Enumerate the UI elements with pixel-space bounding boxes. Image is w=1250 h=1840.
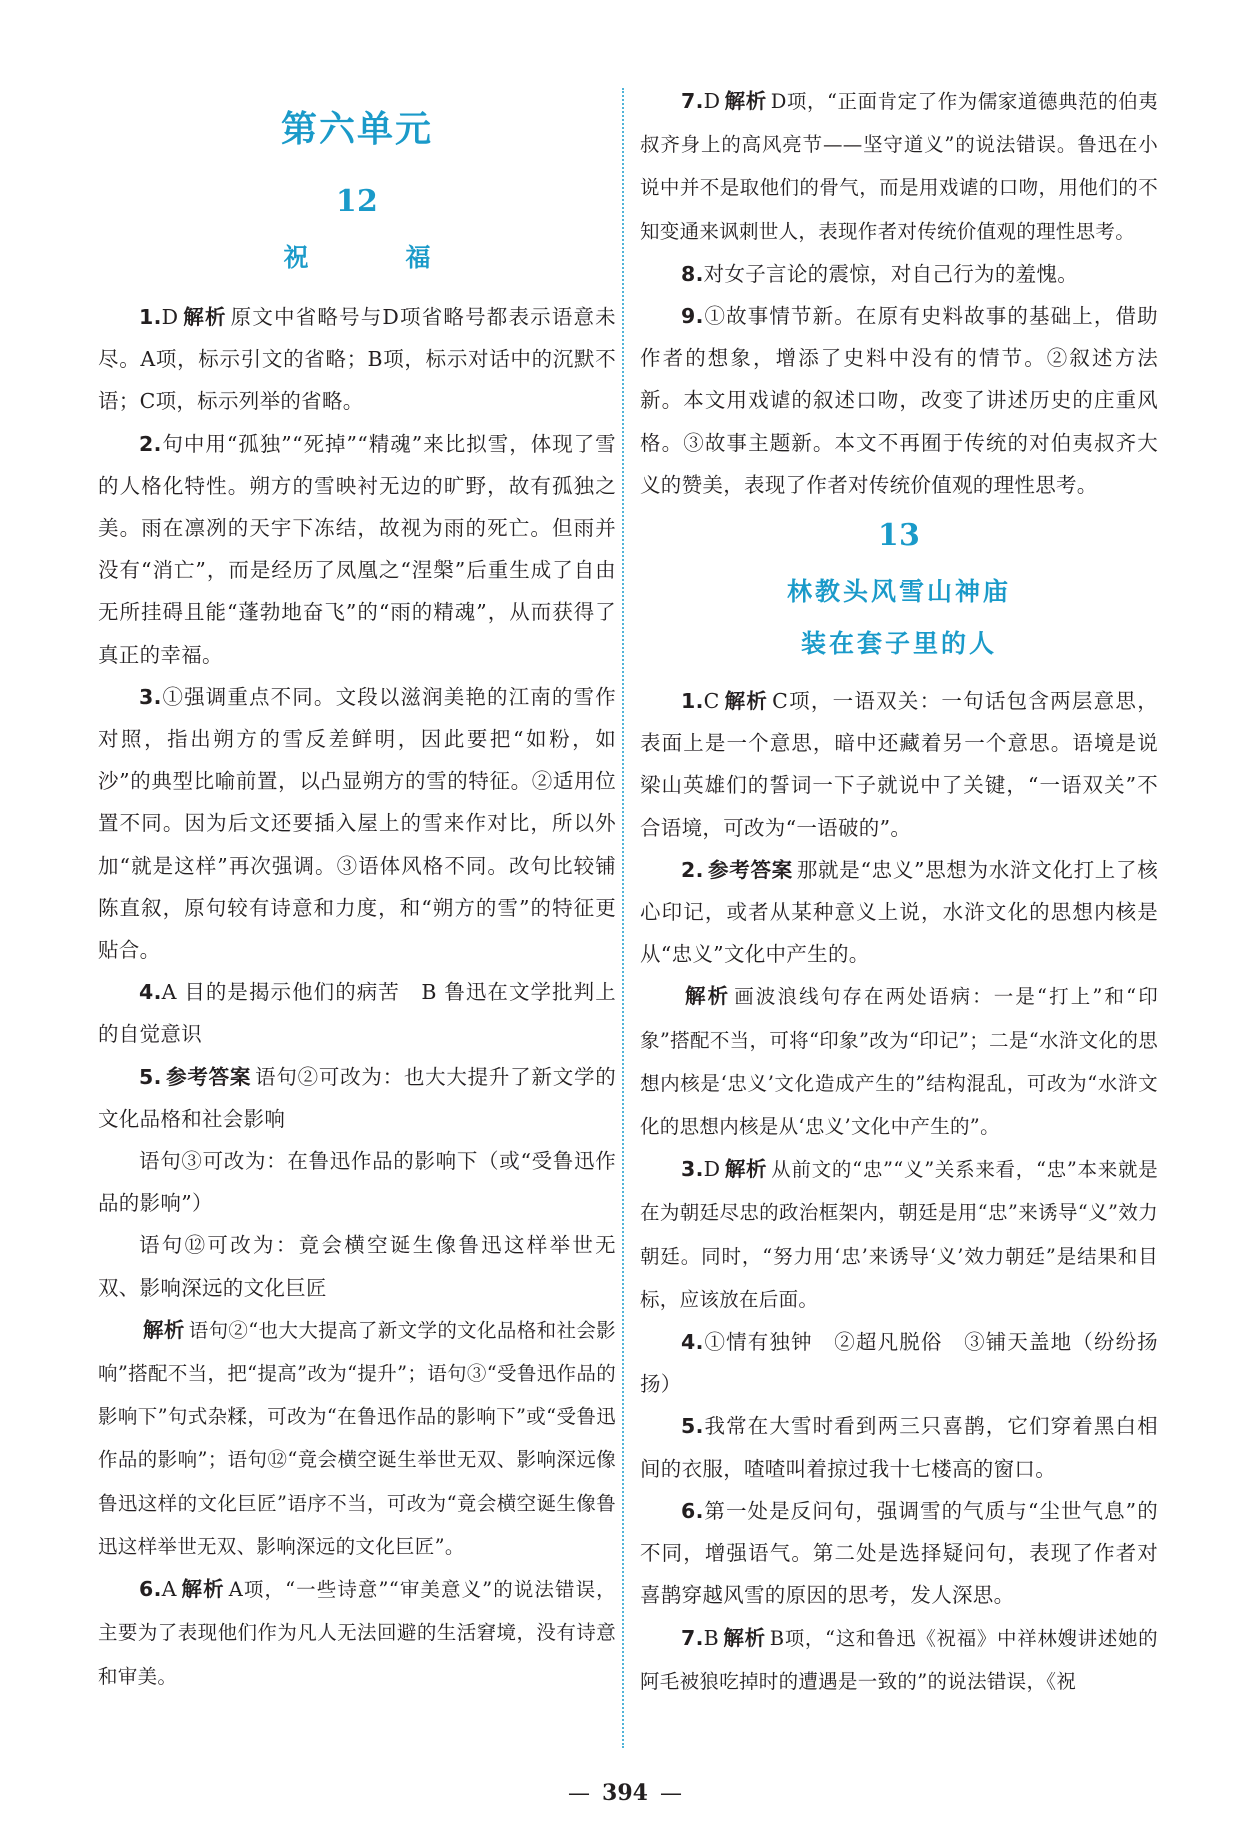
answer-item	[640, 1405, 1158, 1489]
answer-text: A 目的是揭示他们的病苦 B 鲁迅在文学批判上的自觉意识	[98, 980, 616, 1047]
answer-item	[640, 680, 1158, 849]
answer-item	[98, 1309, 616, 1568]
answer-number: 8.	[681, 261, 704, 286]
answer-text: 对女子言论的震惊，对自己行为的羞愧。	[703, 261, 1079, 286]
answer-number: 2.	[681, 857, 704, 882]
answer-text: 第一处是反问句，强调雪的气质与“尘世气息”的不同，增强语气。第二处是选择疑问句，表现了作者对喜鹊穿越风雪的原因的思考，发人深思。	[640, 1498, 1158, 1608]
answer-choice: A	[161, 1577, 177, 1602]
right-column	[640, 80, 1158, 1703]
lesson-12-number: 12	[335, 184, 379, 219]
answer-item	[640, 975, 1158, 1148]
answer-choice: D	[703, 1157, 721, 1182]
answer-tag: 解析	[723, 689, 769, 714]
unit-title: 第六单元	[280, 108, 433, 150]
answer-text: ①故事情节新。在原有史料故事的基础上，借助作者的想象，增添了史料中没有的情节。②叙述方法新。本文用戏谑的叙述口吻，改变了讲述历史的庄重风格。③故事主题新。本文不再囿于传统的对伯夷叔齐大义的赞美，表现了作者对传统价值观的理性思考。	[640, 304, 1158, 497]
answer-number: 2.	[139, 431, 162, 456]
answer-number: 5.	[681, 1414, 704, 1439]
answer-tag: 解析	[180, 1577, 225, 1602]
column-divider	[622, 88, 624, 1748]
answer-text: 语句②可改为：也大大提升了新文学的文化品格和社会影响	[98, 1064, 617, 1131]
answer-item	[640, 1148, 1158, 1321]
answer-text: 语句⑫可改为：竟会横空诞生像鲁迅这样举世无双、影响深远的文化巨匠	[98, 1233, 616, 1300]
answer-choice: D	[703, 89, 721, 113]
answer-choice: D	[161, 305, 179, 329]
answer-text: D项，“正面肯定了作为儒家道德典范的伯夷叔齐身上的高风亮节——坚守道义”的说法错误。鲁迅在小说中并不是取他们的骨气，而是用戏谑的口吻，用他们的不知变通来讽刺世人，表现作者对传统价值观的理性思考。	[640, 90, 1158, 243]
answer-item	[640, 1617, 1158, 1703]
answer-number: 3.	[139, 684, 162, 709]
page-number-value: 394	[602, 1780, 648, 1806]
dash-left: —	[568, 1781, 591, 1806]
page-number	[0, 1780, 1250, 1806]
answer-text: 语句②“也大大提高了新文学的文化品格和社会影响”搭配不当，把“提高”改为“提升”；语句③“受鲁迅作品的影响下”句式杂糅，可改为“在鲁迅作品的影响下”或“受鲁迅作品的影响”；语句⑫“竟会横空诞生举世无双、影响深远像鲁迅这样的文化巨匠”语序不当，可改为“竟会横空诞生像鲁迅这样举世无双、影响深远的文化巨匠”。	[98, 1318, 616, 1558]
answer-text: ①强调重点不同。文段以滋润美艳的江南的雪作对照，指出朔方的雪反差鲜明，因此要把“如粉，如沙”的典型比喻前置，以凸显朔方的雪的特征。②适用位置不同。因为后文还要插入屋上的雪来作对比，所以外加“就是这样”再次强调。③语体风格不同。改句比较铺陈直叙，原句较有诗意和力度，和“朔方的雪”的特征更贴合。	[98, 684, 616, 963]
dash-right: —	[659, 1781, 682, 1806]
answer-number: 1.	[681, 689, 704, 714]
answer-text: B项，“这和鲁迅《祝福》中祥林嫂讲述她的阿毛被狼吃掉时的遭遇是一致的”的说法错误，《祝	[640, 1626, 1158, 1693]
answer-choice: B	[703, 1625, 720, 1650]
lesson-13-title-1: 林教头风雪山神庙	[786, 577, 1011, 607]
answer-item	[640, 253, 1158, 295]
answer-text: 语句③可改为：在鲁迅作品的影响下（或“受鲁迅作品的影响”）	[98, 1149, 616, 1216]
answer-item	[98, 971, 616, 1055]
answer-text: A项，“一些诗意”“审美意义”的说法错误，主要为了表现他们作为凡人无法回避的生活窘境，没有诗意和审美。	[98, 1578, 616, 1688]
answer-item	[98, 296, 616, 423]
answer-item	[98, 1056, 616, 1140]
answer-tag: 解析	[724, 1157, 768, 1182]
answer-text: ①情有独钟 ②超凡脱俗 ③铺天盖地（纷纷扬扬）	[640, 1330, 1158, 1397]
answer-number: 7.	[681, 89, 704, 113]
answer-tag: 参考答案	[707, 857, 793, 882]
lesson-13-title-2: 装在套子里的人	[800, 629, 997, 659]
answer-item	[640, 295, 1158, 506]
answer-number: 1.	[139, 305, 162, 329]
answer-tag: 解析	[723, 1625, 766, 1650]
answer-text: C项，一语双关：一句话包含两层意思，表面上是一个意思，暗中还藏着另一个意思。语境是说梁山英雄们的誓词一下子就说中了关键，“一语双关”不合语境，可改为“一语破的”。	[640, 689, 1158, 840]
answer-text: 句中用“孤独”“死掉”“精魂”来比拟雪，体现了雪的人格化特性。朔方的雪映衬无边的旷野，故有孤独之美。雨在凛冽的天宇下冻结，故视为雨的死亡。但雨并没有“消亡”，而是经历了凤凰之“涅槃”后重生成了自由无所挂碍且能“蓬勃地奋飞”的“雨的精魂”，从而获得了真正的幸福。	[98, 431, 616, 667]
answer-tag: 参考答案	[165, 1064, 252, 1089]
answer-text: 那就是“忠义”思想为水浒文化打上了核心印记，或者从某种意义上说，水浒文化的思想内核是从“忠义”文化中产生的。	[640, 857, 1159, 967]
answer-item	[98, 676, 616, 971]
answer-tag: 解析	[182, 305, 227, 329]
lesson-12-title: 祝 福	[283, 243, 467, 272]
answer-item	[98, 1224, 616, 1308]
answer-text: 我常在大雪时看到两三只喜鹊，它们穿着黑白相间的衣服，喳喳叫着掠过我十七楼高的窗口。	[640, 1414, 1158, 1481]
answer-item	[640, 1321, 1158, 1405]
answer-number: 7.	[681, 1625, 704, 1650]
answer-text: 从前文的“忠”“义”关系来看，“忠”本来就是在为朝廷尽忠的政治框架内，朝廷是用“忠”来诱导“义”效力朝廷。同时，“努力用‘忠’来诱导‘义’效力朝廷”是结果和目标，应该放在后面。	[640, 1158, 1158, 1311]
answer-tag: 解析	[724, 89, 767, 113]
answer-number: 6.	[681, 1498, 704, 1523]
left-answer-list	[98, 296, 616, 1698]
answer-number: 9.	[681, 304, 704, 329]
answer-item	[98, 423, 616, 676]
answer-number: 6.	[139, 1577, 162, 1602]
answer-item	[98, 1568, 616, 1698]
answer-tag: 解析	[143, 1317, 185, 1342]
lesson-13-number: 13	[877, 518, 921, 554]
answer-text: 原文中省略号与D项省略号都表示语意未尽。A项，标示引文的省略；B项，标示对话中的沉默不语；C项，标示列举的省略。	[98, 305, 616, 414]
answer-tag: 解析	[685, 984, 731, 1009]
answer-number: 4.	[139, 980, 162, 1005]
answer-item	[640, 1490, 1158, 1617]
answer-item	[98, 1140, 616, 1224]
answer-choice: C	[703, 689, 720, 714]
right-answer-list-bottom	[640, 680, 1158, 1703]
answer-number: 5.	[139, 1064, 162, 1089]
answer-number: 4.	[681, 1330, 704, 1355]
answer-text: 画波浪线句存在两处语病：一是“打上”和“印象”搭配不当，可将“印象”改为“印记”；二是“水浒文化的思想内核是‘忠义’文化造成产生的”结构混乱，可改为“水浒文化的思想内核是从‘忠义’文化中产生的”。	[640, 985, 1158, 1139]
answer-item	[640, 849, 1158, 976]
answer-number: 3.	[681, 1157, 704, 1182]
left-column	[98, 78, 616, 1698]
answer-item	[640, 80, 1158, 253]
right-answer-list-top	[640, 80, 1158, 506]
